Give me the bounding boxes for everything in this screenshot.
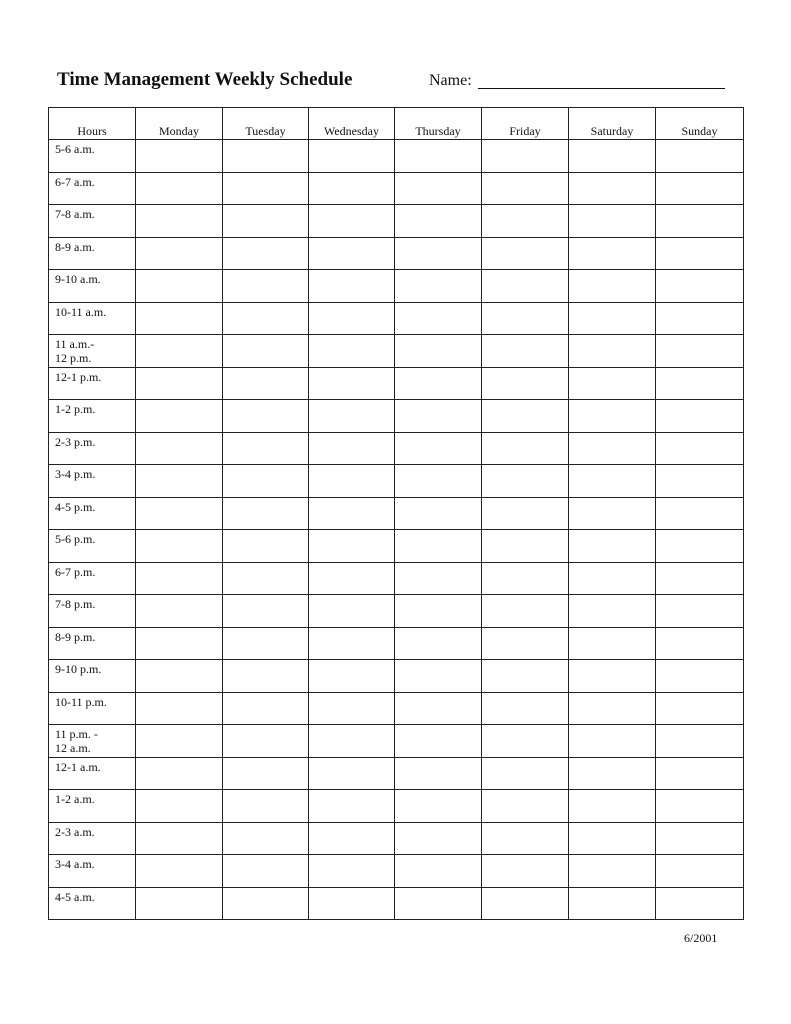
schedule-slot-monday[interactable] [136,205,223,238]
schedule-slot-friday[interactable] [482,660,569,693]
table-row [49,237,744,270]
schedule-slot-sunday[interactable] [656,855,744,888]
schedule-slot-monday[interactable] [136,270,223,303]
schedule-slot-thursday[interactable] [395,302,482,335]
schedule-slot-thursday[interactable] [395,725,482,758]
schedule-slot-wednesday[interactable] [309,692,395,725]
schedule-slot-saturday[interactable] [569,855,656,888]
schedule-slot-sunday[interactable] [656,400,744,433]
schedule-slot-friday[interactable] [482,237,569,270]
schedule-slot-saturday[interactable] [569,692,656,725]
table-row [49,172,744,205]
schedule-slot-sunday[interactable] [656,660,744,693]
table-row [49,465,744,498]
schedule-slot-wednesday[interactable] [309,562,395,595]
schedule-slot-thursday[interactable] [395,205,482,238]
schedule-slot-sunday[interactable] [656,205,744,238]
day-header-wednesday: Wednesday [309,108,395,140]
schedule-slot-saturday[interactable] [569,497,656,530]
schedule-slot-wednesday[interactable] [309,530,395,563]
revision-date: 6/2001 [684,931,718,945]
name-label: Name: [429,72,472,89]
schedule-slot-friday[interactable] [482,400,569,433]
hour-label: 5-6 p.m. [49,530,136,563]
hour-label: 3-4 a.m. [49,855,136,888]
schedule-slot-friday[interactable] [482,627,569,660]
schedule-slot-wednesday[interactable] [309,237,395,270]
schedule-slot-sunday[interactable] [656,530,744,563]
schedule-slot-saturday[interactable] [569,335,656,368]
schedule-slot-sunday[interactable] [656,335,744,368]
schedule-slot-saturday[interactable] [569,660,656,693]
schedule-slot-friday[interactable] [482,887,569,920]
hour-label: 6-7 a.m. [49,172,136,205]
schedule-slot-friday[interactable] [482,595,569,628]
table-row [49,725,744,758]
hour-label: 9-10 p.m. [49,660,136,693]
schedule-slot-monday[interactable] [136,497,223,530]
schedule-slot-thursday[interactable] [395,855,482,888]
table-row [49,790,744,823]
schedule-slot-friday[interactable] [482,140,569,173]
schedule-slot-thursday[interactable] [395,270,482,303]
day-header-tuesday: Tuesday [223,108,309,140]
schedule-slot-wednesday[interactable] [309,140,395,173]
schedule-slot-monday[interactable] [136,887,223,920]
schedule-slot-friday[interactable] [482,725,569,758]
schedule-slot-friday[interactable] [482,367,569,400]
schedule-slot-friday[interactable] [482,692,569,725]
schedule-slot-friday[interactable] [482,757,569,790]
table-row [49,887,744,920]
hour-label: 8-9 p.m. [49,627,136,660]
schedule-slot-thursday[interactable] [395,790,482,823]
schedule-slot-sunday[interactable] [656,302,744,335]
schedule-slot-sunday[interactable] [656,140,744,173]
schedule-slot-wednesday[interactable] [309,205,395,238]
schedule-slot-saturday[interactable] [569,400,656,433]
schedule-slot-tuesday[interactable] [223,140,309,173]
schedule-slot-thursday[interactable] [395,400,482,433]
schedule-slot-saturday[interactable] [569,465,656,498]
schedule-slot-thursday[interactable] [395,595,482,628]
schedule-slot-wednesday[interactable] [309,270,395,303]
hour-label: 3-4 p.m. [49,465,136,498]
table-row [49,562,744,595]
schedule-slot-monday[interactable] [136,692,223,725]
schedule-slot-friday[interactable] [482,562,569,595]
schedule-slot-sunday[interactable] [656,595,744,628]
hour-label: 2-3 a.m. [49,822,136,855]
schedule-slot-tuesday[interactable] [223,855,309,888]
day-header-sunday: Sunday [656,108,744,140]
schedule-slot-monday[interactable] [136,725,223,758]
day-header-thursday: Thursday [395,108,482,140]
schedule-slot-monday[interactable] [136,335,223,368]
schedule-slot-monday[interactable] [136,757,223,790]
hour-label: 6-7 p.m. [49,562,136,595]
schedule-slot-tuesday[interactable] [223,595,309,628]
schedule-slot-tuesday[interactable] [223,270,309,303]
schedule-slot-friday[interactable] [482,497,569,530]
schedule-slot-sunday[interactable] [656,757,744,790]
schedule-slot-thursday[interactable] [395,887,482,920]
schedule-slot-friday[interactable] [482,335,569,368]
schedule-slot-wednesday[interactable] [309,660,395,693]
schedule-slot-thursday[interactable] [395,172,482,205]
schedule-slot-sunday[interactable] [656,172,744,205]
schedule-slot-wednesday[interactable] [309,172,395,205]
schedule-slot-friday[interactable] [482,465,569,498]
schedule-slot-monday[interactable] [136,172,223,205]
schedule-slot-saturday[interactable] [569,757,656,790]
hour-label: 10-11 a.m. [49,302,136,335]
table-row [49,367,744,400]
schedule-slot-thursday[interactable] [395,497,482,530]
schedule-slot-saturday[interactable] [569,627,656,660]
schedule-slot-monday[interactable] [136,627,223,660]
schedule-slot-wednesday[interactable] [309,725,395,758]
table-row [49,627,744,660]
hour-label: 7-8 a.m. [49,205,136,238]
schedule-slot-friday[interactable] [482,790,569,823]
schedule-slot-friday[interactable] [482,302,569,335]
schedule-slot-wednesday[interactable] [309,465,395,498]
schedule-slot-saturday[interactable] [569,205,656,238]
schedule-slot-monday[interactable] [136,237,223,270]
schedule-slot-thursday[interactable] [395,822,482,855]
schedule-slot-wednesday[interactable] [309,432,395,465]
schedule-slot-tuesday[interactable] [223,367,309,400]
schedule-slot-wednesday[interactable] [309,822,395,855]
name-field[interactable] [478,88,725,89]
schedule-slot-tuesday[interactable] [223,302,309,335]
table-row [49,530,744,563]
schedule-slot-thursday[interactable] [395,237,482,270]
table-row [49,205,744,238]
page-title: Time Management Weekly Schedule [57,69,353,90]
schedule-slot-sunday[interactable] [656,432,744,465]
schedule-slot-saturday[interactable] [569,172,656,205]
schedule-slot-tuesday[interactable] [223,887,309,920]
schedule-slot-thursday[interactable] [395,530,482,563]
schedule-slot-sunday[interactable] [656,822,744,855]
schedule-slot-wednesday[interactable] [309,790,395,823]
schedule-body [49,140,744,920]
schedule-slot-tuesday[interactable] [223,790,309,823]
schedule-slot-tuesday[interactable] [223,627,309,660]
schedule-slot-sunday[interactable] [656,562,744,595]
hour-label: 1-2 a.m. [49,790,136,823]
table-row [49,432,744,465]
schedule-slot-wednesday[interactable] [309,855,395,888]
schedule-slot-thursday[interactable] [395,465,482,498]
schedule-slot-monday[interactable] [136,140,223,173]
schedule-slot-thursday[interactable] [395,692,482,725]
schedule-slot-tuesday[interactable] [223,660,309,693]
table-row [49,757,744,790]
schedule-slot-thursday[interactable] [395,562,482,595]
hour-label: 12-1 a.m. [49,757,136,790]
day-header-saturday: Saturday [569,108,656,140]
schedule-slot-saturday[interactable] [569,367,656,400]
schedule-slot-friday[interactable] [482,855,569,888]
schedule-slot-saturday[interactable] [569,530,656,563]
hour-label: 8-9 a.m. [49,237,136,270]
hours-column-header: Hours [49,108,136,140]
schedule-slot-wednesday[interactable] [309,335,395,368]
hour-label: 11 p.m. - 12 a.m. [49,725,136,758]
table-row [49,400,744,433]
schedule-slot-monday[interactable] [136,595,223,628]
hour-label: 5-6 a.m. [49,140,136,173]
schedule-slot-monday[interactable] [136,400,223,433]
hour-label: 4-5 a.m. [49,887,136,920]
schedule-slot-wednesday[interactable] [309,400,395,433]
schedule-slot-sunday[interactable] [656,725,744,758]
table-row [49,822,744,855]
schedule-slot-saturday[interactable] [569,432,656,465]
schedule-slot-sunday[interactable] [656,627,744,660]
schedule-slot-tuesday[interactable] [223,562,309,595]
schedule-slot-monday[interactable] [136,660,223,693]
schedule-slot-wednesday[interactable] [309,595,395,628]
hour-label: 7-8 p.m. [49,595,136,628]
schedule-slot-wednesday[interactable] [309,627,395,660]
schedule-slot-sunday[interactable] [656,270,744,303]
schedule-slot-sunday[interactable] [656,790,744,823]
schedule-slot-friday[interactable] [482,270,569,303]
schedule-slot-wednesday[interactable] [309,757,395,790]
day-header-friday: Friday [482,108,569,140]
header-row [49,108,744,140]
table-row [49,497,744,530]
schedule-slot-friday[interactable] [482,822,569,855]
schedule-slot-saturday[interactable] [569,790,656,823]
table-row [49,302,744,335]
schedule-slot-monday[interactable] [136,790,223,823]
schedule-slot-sunday[interactable] [656,237,744,270]
table-row [49,270,744,303]
schedule-slot-monday[interactable] [136,465,223,498]
schedule-slot-tuesday[interactable] [223,172,309,205]
schedule-slot-sunday[interactable] [656,497,744,530]
hour-label: 2-3 p.m. [49,432,136,465]
schedule-slot-tuesday[interactable] [223,465,309,498]
schedule-slot-saturday[interactable] [569,237,656,270]
schedule-slot-tuesday[interactable] [223,205,309,238]
schedule-slot-tuesday[interactable] [223,757,309,790]
schedule-slot-tuesday[interactable] [223,497,309,530]
schedule-slot-saturday[interactable] [569,595,656,628]
schedule-slot-thursday[interactable] [395,335,482,368]
schedule-slot-monday[interactable] [136,855,223,888]
schedule-slot-sunday[interactable] [656,692,744,725]
schedule-slot-thursday[interactable] [395,432,482,465]
schedule-slot-tuesday[interactable] [223,692,309,725]
schedule-slot-tuesday[interactable] [223,237,309,270]
table-row [49,335,744,368]
hour-label: 11 a.m.- 12 p.m. [49,335,136,368]
schedule-slot-thursday[interactable] [395,140,482,173]
schedule-slot-tuesday[interactable] [223,725,309,758]
schedule-slot-sunday[interactable] [656,887,744,920]
schedule-slot-sunday[interactable] [656,367,744,400]
schedule-slot-monday[interactable] [136,432,223,465]
schedule-slot-tuesday[interactable] [223,335,309,368]
hour-label: 9-10 a.m. [49,270,136,303]
table-row [49,140,744,173]
schedule-slot-friday[interactable] [482,530,569,563]
schedule-slot-friday[interactable] [482,205,569,238]
schedule-slot-tuesday[interactable] [223,432,309,465]
schedule-slot-wednesday[interactable] [309,497,395,530]
schedule-slot-saturday[interactable] [569,302,656,335]
hour-label: 4-5 p.m. [49,497,136,530]
schedule-slot-saturday[interactable] [569,725,656,758]
schedule-slot-tuesday[interactable] [223,822,309,855]
hour-label: 12-1 p.m. [49,367,136,400]
schedule-slot-monday[interactable] [136,530,223,563]
day-header-monday: Monday [136,108,223,140]
schedule-slot-saturday[interactable] [569,822,656,855]
schedule-table [48,107,744,920]
schedule-slot-wednesday[interactable] [309,367,395,400]
schedule-slot-thursday[interactable] [395,367,482,400]
schedule-slot-monday[interactable] [136,822,223,855]
hour-label: 1-2 p.m. [49,400,136,433]
schedule-slot-monday[interactable] [136,302,223,335]
schedule-slot-saturday[interactable] [569,562,656,595]
schedule-slot-saturday[interactable] [569,270,656,303]
schedule-slot-monday[interactable] [136,367,223,400]
schedule-slot-tuesday[interactable] [223,530,309,563]
schedule-slot-thursday[interactable] [395,627,482,660]
hour-label: 10-11 p.m. [49,692,136,725]
schedule-slot-friday[interactable] [482,172,569,205]
schedule-slot-sunday[interactable] [656,465,744,498]
table-row [49,855,744,888]
table-row [49,595,744,628]
schedule-slot-friday[interactable] [482,432,569,465]
schedule-slot-thursday[interactable] [395,660,482,693]
schedule-slot-thursday[interactable] [395,757,482,790]
schedule-slot-monday[interactable] [136,562,223,595]
table-row [49,660,744,693]
schedule-slot-saturday[interactable] [569,887,656,920]
schedule-slot-wednesday[interactable] [309,887,395,920]
schedule-slot-wednesday[interactable] [309,302,395,335]
table-row [49,692,744,725]
schedule-slot-saturday[interactable] [569,140,656,173]
schedule-slot-tuesday[interactable] [223,400,309,433]
